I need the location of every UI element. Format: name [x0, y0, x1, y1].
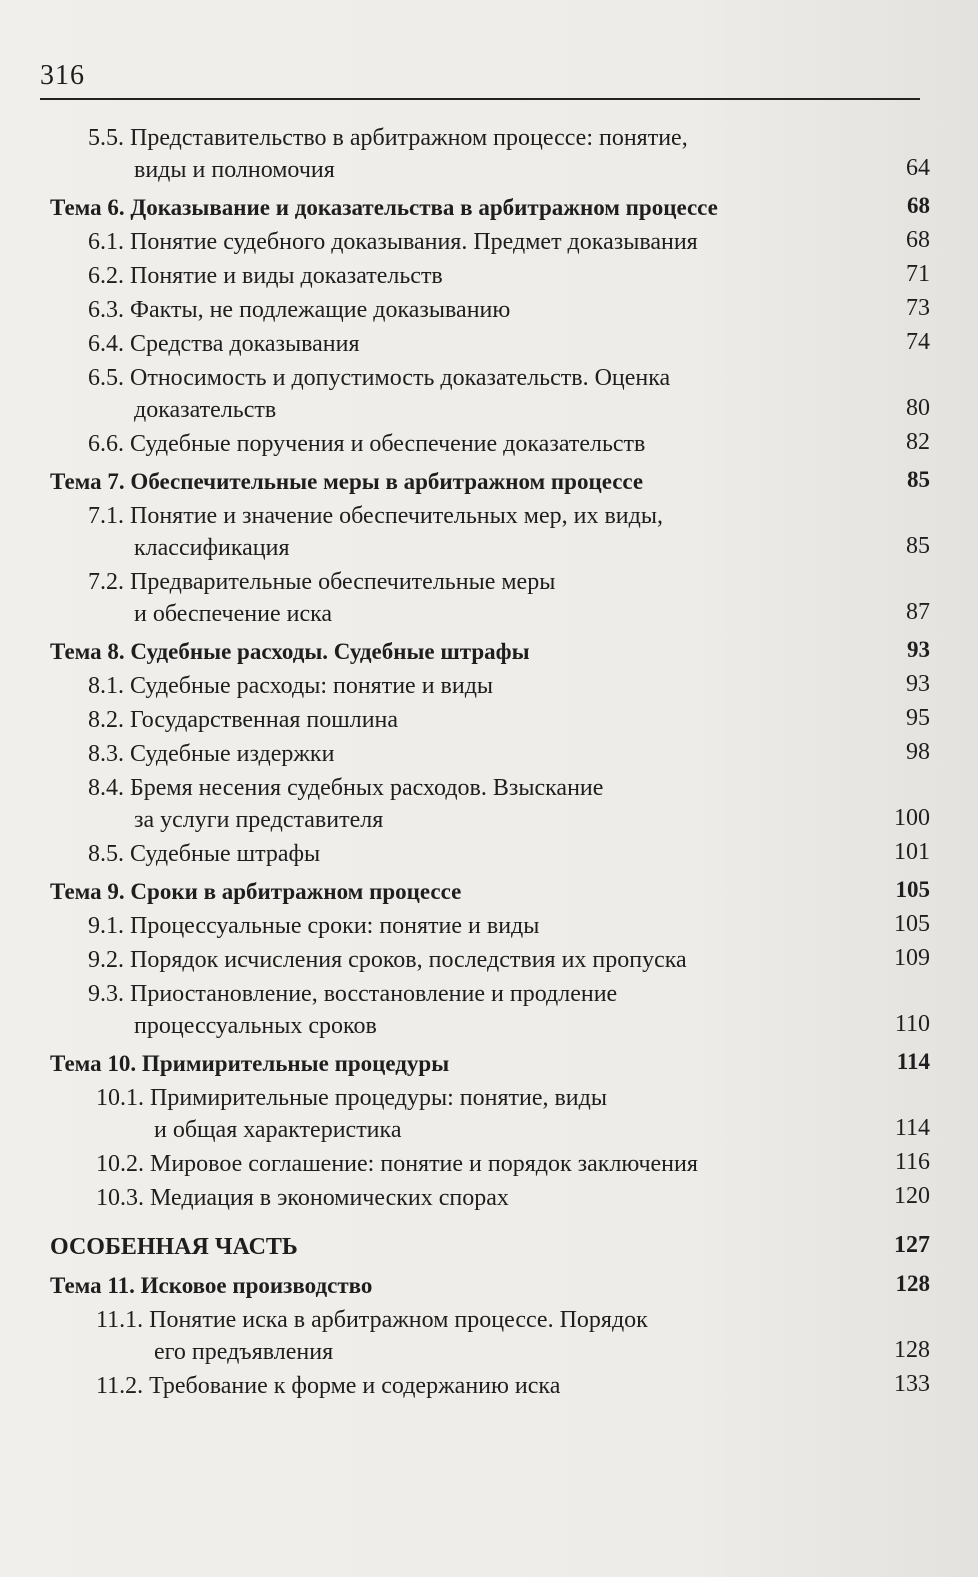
toc-line: его предъявления — [154, 1339, 334, 1365]
toc-item — [50, 500, 930, 564]
toc-page-number: 114 — [894, 1115, 930, 1141]
toc-page-number: 87 — [906, 599, 930, 625]
toc-line: 6.6. Судебные поручения и обеспечение доказательств — [88, 431, 646, 457]
toc-line: процессуальных сроков — [134, 1013, 377, 1039]
toc-page-number: 105 — [895, 877, 930, 902]
toc-line: 11.1. Понятие иска в арбитражном процессе. Порядок — [96, 1307, 648, 1333]
toc-topic-heading — [50, 636, 930, 668]
toc-page-number: 133 — [894, 1371, 930, 1397]
toc-page-number: 93 — [906, 671, 930, 697]
toc-topic-heading — [50, 192, 930, 224]
header-rule — [40, 98, 920, 100]
toc-page-number: 68 — [906, 227, 930, 253]
toc-page-number: 80 — [906, 395, 930, 421]
toc-item — [50, 944, 930, 976]
toc-item — [50, 566, 930, 630]
toc-page-number: 98 — [906, 739, 930, 765]
toc-page-number: 114 — [896, 1049, 930, 1074]
toc-item — [50, 772, 930, 836]
toc-line: 6.5. Относимость и допустимость доказательств. Оценка — [88, 365, 671, 391]
toc-item — [50, 1304, 930, 1368]
toc-line: 11.2. Требование к форме и содержанию иска — [96, 1373, 561, 1399]
toc-topic-heading — [50, 1270, 930, 1302]
toc-topic-heading — [50, 876, 930, 908]
toc-item — [50, 1148, 930, 1180]
toc-page-number: 85 — [907, 467, 930, 492]
toc-line: 9.3. Приостановление, восстановление и продление — [88, 981, 618, 1007]
toc-item — [50, 1182, 930, 1214]
page-header — [40, 60, 920, 92]
toc-page-number: 93 — [907, 637, 930, 662]
toc-line: Тема 6. Доказывание и доказательства в арбитражном процессе — [50, 195, 718, 220]
toc-item — [50, 704, 930, 736]
toc-line: 6.2. Понятие и виды доказательств — [88, 263, 443, 289]
toc-item — [50, 260, 930, 292]
toc-item — [50, 738, 930, 770]
toc-line: 9.2. Порядок исчисления сроков, последствия их пропуска — [88, 947, 687, 973]
toc-page-number: 74 — [906, 329, 930, 355]
table-of-contents — [50, 122, 930, 1402]
toc-item — [50, 362, 930, 426]
toc-item — [50, 294, 930, 326]
toc-page-number: 128 — [895, 1271, 930, 1296]
toc-page-number: 68 — [907, 193, 930, 218]
toc-line: 8.5. Судебные штрафы — [88, 841, 321, 867]
toc-page-number: 120 — [894, 1183, 930, 1209]
toc-line: Тема 7. Обеспечительные меры в арбитражном процессе — [50, 469, 644, 494]
toc-line: 9.1. Процессуальные сроки: понятие и виды — [88, 913, 540, 939]
toc-page-number: 95 — [906, 705, 930, 731]
toc-page-number: 101 — [894, 839, 930, 865]
toc-page-number: 128 — [894, 1337, 930, 1363]
toc-page-number: 127 — [894, 1232, 930, 1258]
toc-topic-heading — [50, 1048, 930, 1080]
toc-line: 5.5. Представительство в арбитражном процессе: понятие, — [88, 125, 688, 151]
toc-line: классификация — [134, 535, 290, 561]
toc-item — [50, 670, 930, 702]
toc-line: доказательств — [134, 397, 277, 423]
toc-line: 10.1. Примирительные процедуры: понятие, виды — [96, 1085, 607, 1111]
toc-item — [50, 1082, 930, 1146]
toc-page-number: 105 — [894, 911, 930, 937]
toc-item — [50, 328, 930, 360]
toc-line: и обеспечение иска — [134, 601, 333, 627]
toc-line: 7.1. Понятие и значение обеспечительных мер, их виды, — [88, 503, 663, 529]
toc-line: ОСОБЕННАЯ ЧАСТЬ — [50, 1234, 298, 1260]
toc-item — [50, 122, 930, 186]
toc-page-number: 64 — [906, 155, 930, 181]
toc-item — [50, 838, 930, 870]
toc-page-number: 110 — [894, 1011, 930, 1037]
toc-line: Тема 8. Судебные расходы. Судебные штрафы — [50, 639, 530, 664]
toc-line: Тема 11. Исковое производство — [50, 1273, 373, 1298]
toc-part-heading — [50, 1230, 930, 1264]
toc-item — [50, 1370, 930, 1402]
toc-line: 6.3. Факты, не подлежащие доказыванию — [88, 297, 511, 323]
toc-line: за услуги представителя — [134, 807, 384, 833]
toc-line: Тема 10. Примирительные процедуры — [50, 1051, 450, 1076]
toc-item — [50, 428, 930, 460]
toc-line: 6.4. Средства доказывания — [88, 331, 360, 357]
toc-page-number: 73 — [906, 295, 930, 321]
page-number: 316 — [40, 60, 85, 91]
toc-page-number: 85 — [906, 533, 930, 559]
toc-line: 6.1. Понятие судебного доказывания. Предмет доказывания — [88, 229, 698, 255]
toc-page-number: 82 — [906, 429, 930, 455]
toc-line: 8.1. Судебные расходы: понятие и виды — [88, 673, 494, 699]
toc-page-number: 109 — [894, 945, 930, 971]
toc-line: 7.2. Предварительные обеспечительные меры — [88, 569, 556, 595]
toc-page-number: 71 — [906, 261, 930, 287]
toc-line: 10.3. Медиация в экономических спорах — [96, 1185, 509, 1211]
toc-line: 8.2. Государственная пошлина — [88, 707, 399, 733]
toc-item — [50, 226, 930, 258]
toc-line: и общая характеристика — [154, 1117, 402, 1143]
toc-line: 8.4. Бремя несения судебных расходов. Взыскание — [88, 775, 604, 801]
toc-page-number: 116 — [894, 1149, 930, 1175]
toc-line: 10.2. Мировое соглашение: понятие и порядок заключения — [96, 1151, 698, 1177]
toc-item — [50, 910, 930, 942]
toc-line: виды и полномочия — [134, 157, 335, 183]
toc-page-number: 100 — [894, 805, 930, 831]
toc-topic-heading — [50, 466, 930, 498]
toc-item — [50, 978, 930, 1042]
toc-line: Тема 9. Сроки в арбитражном процессе — [50, 879, 462, 904]
toc-line: 8.3. Судебные издержки — [88, 741, 335, 767]
